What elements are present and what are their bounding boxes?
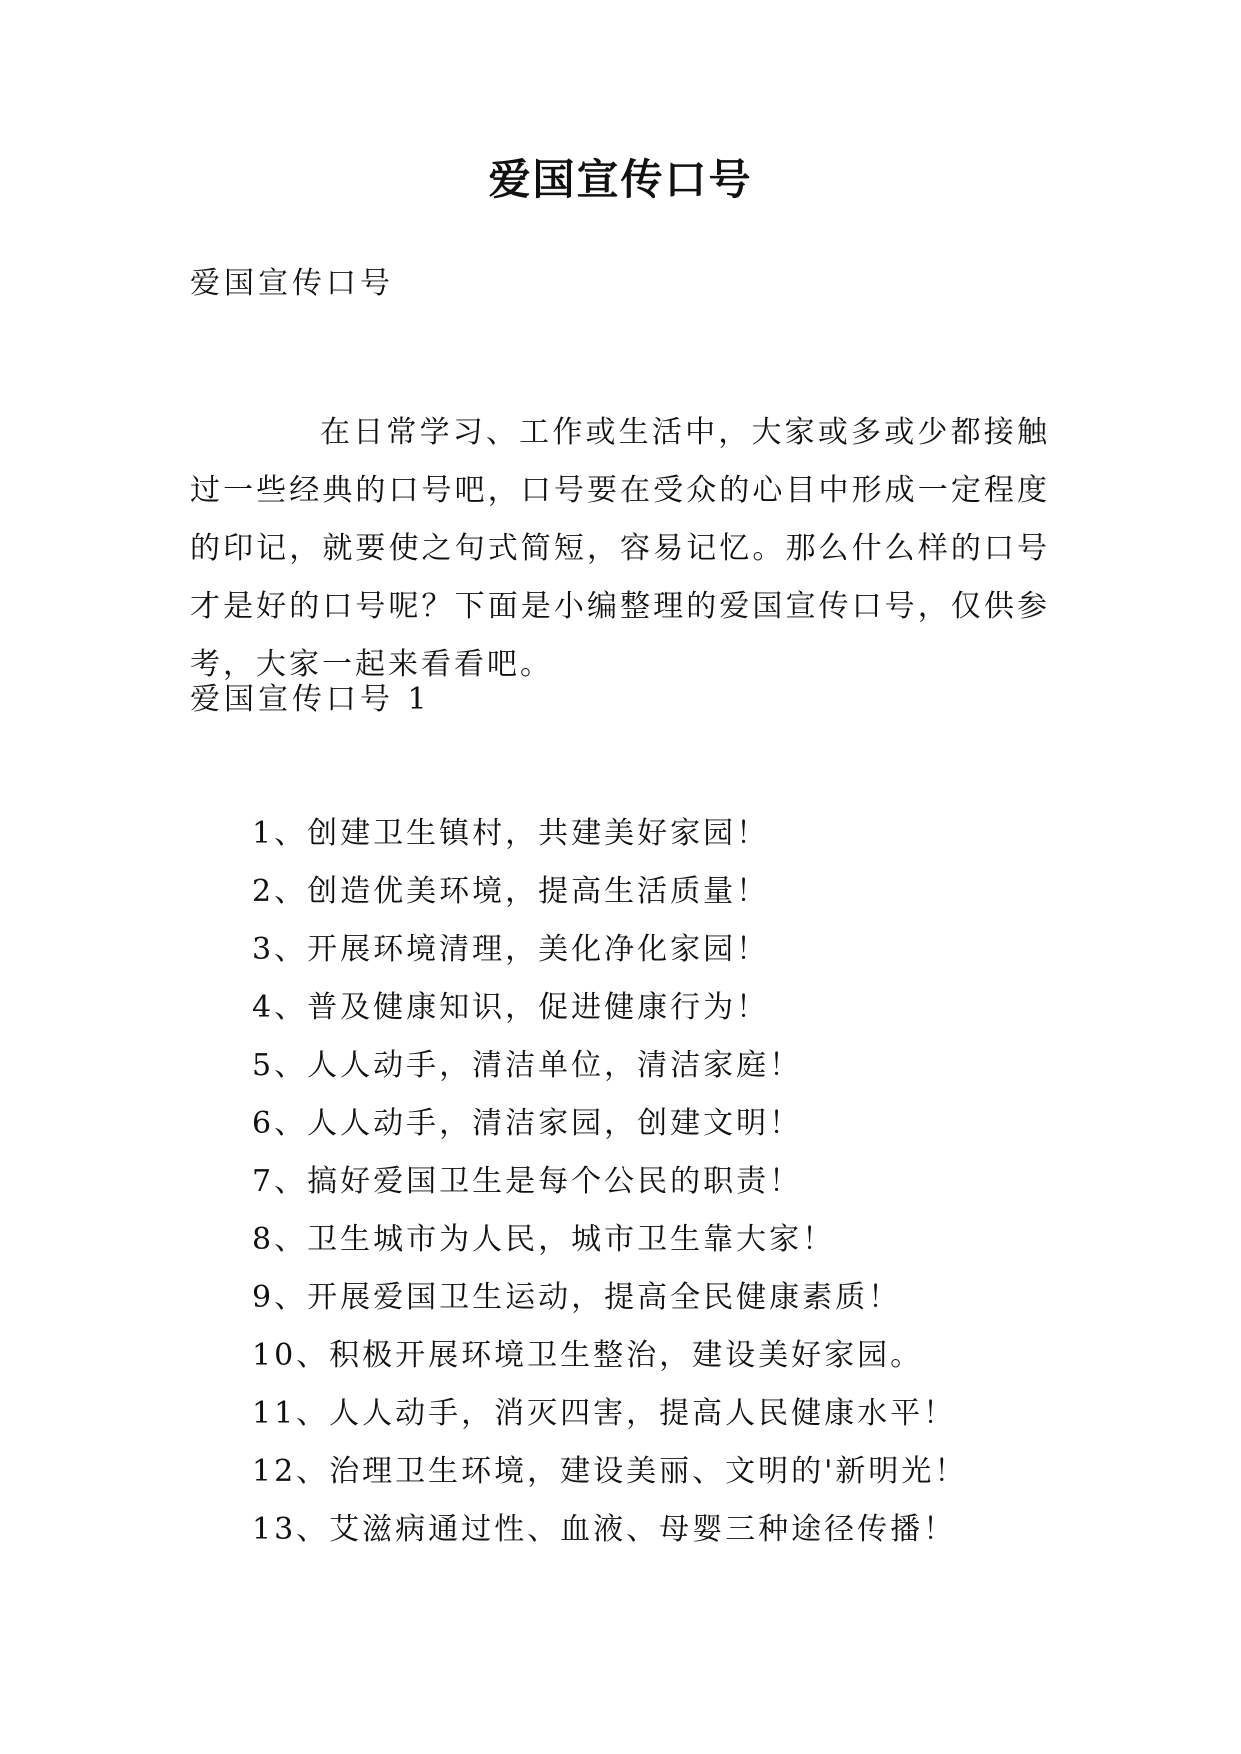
slogan-item: 11、人人动手，消灭四害，提高人民健康水平！: [252, 1396, 957, 1431]
slogan-item: 3、开展环境清理，美化净化家园！: [252, 932, 770, 967]
slogan-item: 5、人人动手，清洁单位，清洁家庭！: [252, 1048, 803, 1083]
slogan-item: 13、艾滋病通过性、血液、母婴三种途径传播！: [252, 1512, 957, 1547]
intro-paragraph: 在日常学习、工作或生活中，大家或多或少都接触过一些经典的口号吧，口号要在受众的心目中形成一定程度的印记，就要使之句式简短，容易记忆。那么什么样的口号才是好的口号呢？下面是小编整理的爱国宣传口号，仅供参考，大家一起来看看吧。: [190, 415, 1050, 682]
slogan-item: 4、普及健康知识，促进健康行为！: [252, 990, 770, 1025]
slogan-item: 9、开展爱国卫生运动，提高全民健康素质！: [252, 1280, 902, 1315]
slogan-item: 7、搞好爱国卫生是每个公民的职责！: [252, 1164, 803, 1199]
slogan-list: [252, 805, 967, 1559]
section-heading: 爱国宣传口号 1: [190, 682, 431, 717]
slogan-item: 6、人人动手，清洁家园，创建文明！: [252, 1106, 803, 1141]
slogan-item: 10、积极开展环境卫生整治，建设美好家园。: [252, 1338, 924, 1373]
slogan-item: 1、创建卫生镇村，共建美好家园！: [252, 816, 770, 851]
slogan-item: 8、卫生城市为人民，城市卫生靠大家！: [252, 1222, 836, 1257]
document-title: 爱国宣传口号: [488, 155, 753, 204]
document-subtitle: 爱国宣传口号: [190, 266, 394, 301]
slogan-item: 12、治理卫生环境，建设美丽、文明的'新明光！: [252, 1454, 968, 1489]
slogan-item: 2、创造优美环境，提高生活质量！: [252, 874, 770, 909]
